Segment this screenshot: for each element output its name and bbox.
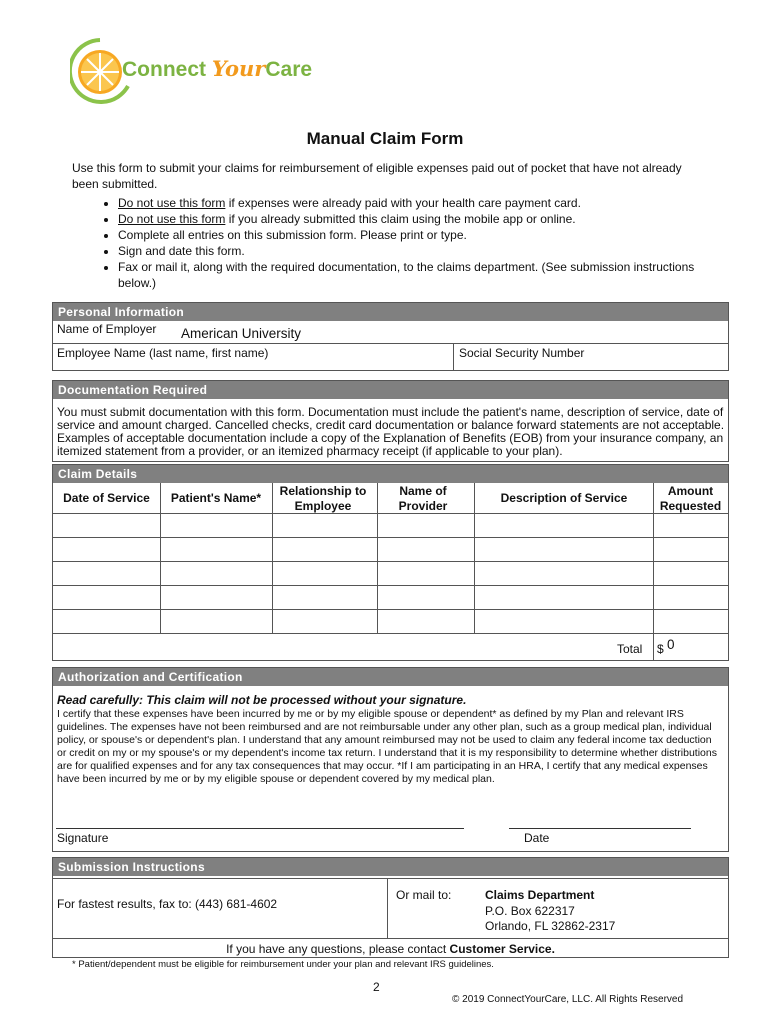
list-item: • Sign and date this form. <box>118 243 718 259</box>
certification-text: I certify that these expenses have been incurred by me or by my eligible spouse or dependent* as defined by my Plan and relevant IRS guidelines. The expenses have not been reimbursed and are not reimbursable under any other plan, such as a group medical plan, individual policy, or spouse's or dependent's plan. I understand that any amount reimbursed may not be used to claim any federal income tax deduction or credit on my or my spouse's or my dependent's income tax return. I understand that it is my responsibility to determine whether distributions are for qualified expenses and for any tax consequences that may occur. *If I am participating in an HRA, I certify that any medical expenses have been incurred by me or by my eligible spouse or dependent covered by my medical plan. <box>57 708 717 785</box>
instruction-list <box>88 195 718 291</box>
signature-warning: Read carefully: This claim will not be processed without your signature. <box>57 693 467 707</box>
claim-details-section <box>52 464 729 661</box>
list-item: • Fax or mail it, along with the required documentation, to the claims department. (See submission instructions below.) <box>118 259 718 291</box>
col-header-provider: Name of Provider <box>398 484 448 513</box>
section-header: Documentation Required <box>53 381 728 399</box>
date-label: Date <box>524 831 550 845</box>
employee-name-label: Employee Name (last name, first name) <box>57 346 269 360</box>
footnote: * Patient/dependent must be eligible for reimbursement under your plan and relevant IRS guidelines. <box>72 959 494 970</box>
mail-department: Claims Department <box>485 888 595 902</box>
ssn-label: Social Security Number <box>459 346 585 360</box>
list-item: • Do not use this form if expenses were already paid with your health care payment card. <box>118 195 718 211</box>
customer-service-link[interactable]: Customer Service. <box>449 942 555 956</box>
copyright: © 2019 ConnectYourCare, LLC. All Rights Reserved <box>452 994 684 1005</box>
employer-field[interactable]: American University <box>181 326 302 341</box>
questions-text: If you have any questions, please contact Customer Service. <box>226 942 555 956</box>
col-header-date: Date of Service <box>63 491 150 505</box>
table-row[interactable] <box>53 537 728 561</box>
intro-text: Use this form to submit your claims for reimbursement of eligible expenses paid out of pocket that have not already been submitted. <box>72 161 682 191</box>
signature-label: Signature <box>57 831 109 845</box>
employer-label: Name of Employer <box>57 322 157 336</box>
submission-section <box>52 857 729 958</box>
section-header: Authorization and Certification <box>53 668 728 686</box>
fax-instruction: For fastest results, fax to: (443) 681-4602 <box>57 897 278 911</box>
table-row[interactable] <box>53 585 728 609</box>
currency-symbol: $ <box>657 642 664 656</box>
personal-info-section <box>52 302 729 371</box>
form-title: Manual Claim Form <box>306 129 464 148</box>
col-header-amount: Amount Requested <box>659 484 722 513</box>
employee-name-field[interactable] <box>53 343 453 370</box>
list-item: • Do not use this form if you already submitted this claim using the mobile app or online. <box>118 211 718 227</box>
section-header: Personal Information <box>53 303 728 321</box>
list-item: • Complete all entries on this submission form. Please print or type. <box>118 227 718 243</box>
section-header: Claim Details <box>53 465 728 483</box>
col-header-patient: Patient's Name* <box>170 491 262 505</box>
ssn-field[interactable] <box>454 343 728 370</box>
orange-slice-icon <box>70 36 130 106</box>
mail-label: Or mail to: <box>396 888 452 902</box>
brand-wordmark: Connect YourCare <box>122 56 313 81</box>
mail-po-box: P.O. Box 622317 <box>485 904 575 918</box>
total-label: Total <box>617 642 643 656</box>
table-row[interactable] <box>53 513 728 537</box>
col-header-relationship: Relationship to Employee <box>279 484 367 513</box>
signature-line[interactable] <box>56 828 464 829</box>
date-line[interactable] <box>509 828 691 829</box>
page-number: 2 <box>373 980 380 994</box>
documentation-section <box>52 380 729 462</box>
mail-city: Orlando, FL 32862-2317 <box>485 919 616 933</box>
section-header: Submission Instructions <box>53 858 728 876</box>
table-row[interactable] <box>53 609 728 633</box>
col-header-description: Description of Service <box>500 491 628 505</box>
documentation-text: You must submit documentation with this form. Documentation must include the patient's name, description of service, date of service and amount charged. Cancelled checks, credit card documentation or balance forward statements are not acceptable. Examples of acceptable documentation include a copy of the Explanation of Benefits (EOB) from your insurance company, an itemized statement from a provider, or an itemized pharmacy receipt (if applicable to your plan). <box>57 405 725 458</box>
authorization-section <box>52 667 729 852</box>
table-row[interactable] <box>53 561 728 585</box>
total-amount-field[interactable]: 0 <box>667 637 675 652</box>
